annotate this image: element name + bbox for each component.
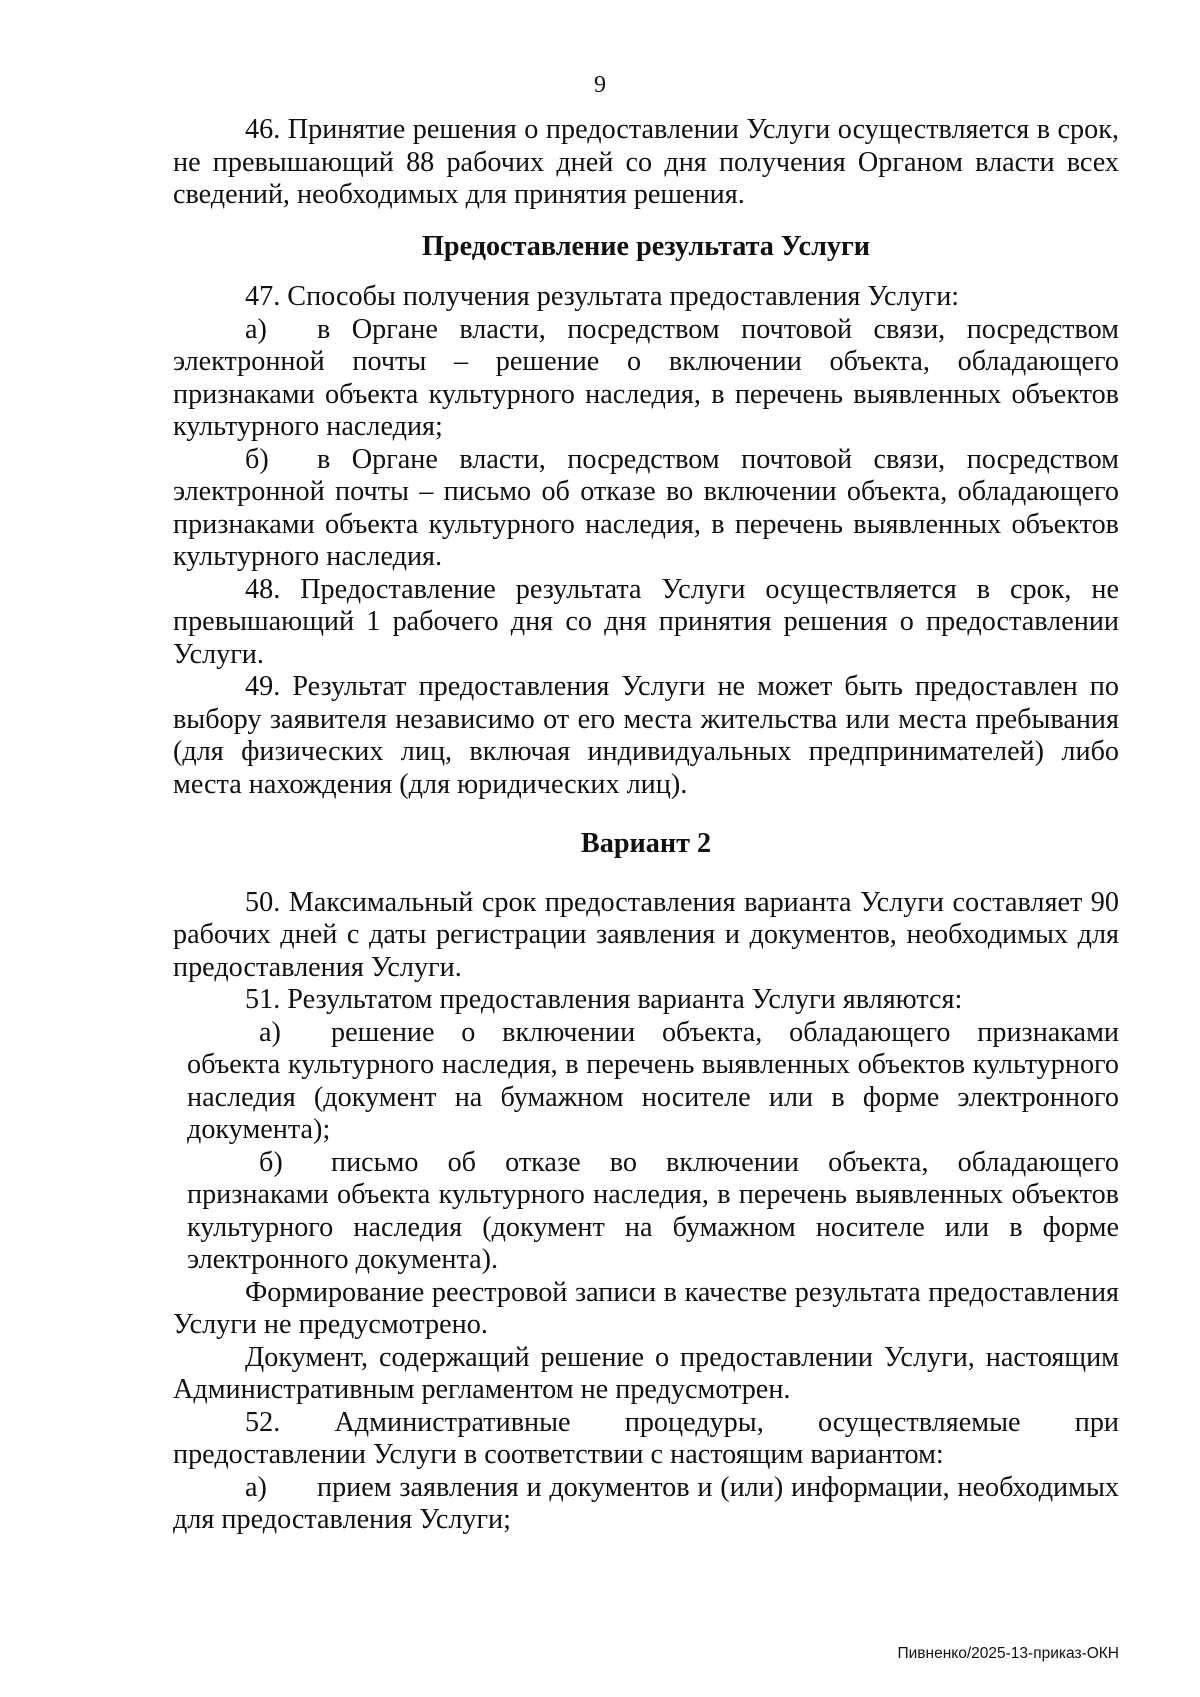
section-heading-result: Предоставление результата Услуги — [421, 230, 871, 262]
list-marker: б) — [259, 1146, 283, 1178]
paragraph-47: 47. Способы получения результата предоставления Услуги: — [245, 281, 960, 312]
list-marker: а) — [259, 1016, 281, 1048]
paragraph-49: 49. Результат предоставления Услуги не может быть предоставлен по выбору заявителя независимо от его места жительства или места пребывания (для физических лиц, включая индивидуальных предпринимателей) либо места нахождения (для юридических лиц). — [173, 671, 1119, 800]
list-item-47a — [173, 314, 1119, 444]
list-item-47b — [173, 444, 1119, 574]
paragraph-document: Документ, содержащий решение о предоставлении Услуги, настоящим Административным регламентом не предусмотрен. — [173, 1341, 1119, 1405]
list-marker: а) — [245, 1471, 267, 1503]
list-item-text: в Органе власти, посредством почтовой связи, посредством электронной почты – решение о включении объекта, обладающего признаками объекта культурного наследия, в перечень выявленных объектов культурного наследия; — [173, 313, 1119, 442]
page-number: 9 — [594, 72, 606, 98]
paragraph-48: 48. Предоставление результата Услуги осуществляется в срок, не превышающий 1 рабочего дня со дня принятия решения о предоставлении Услуги. — [173, 573, 1119, 670]
list-item-51a — [173, 1017, 1119, 1147]
document-body — [173, 114, 1119, 1537]
list-item-text: письмо об отказе во включении объекта, обладающего признаками объекта культурного наследия, в перечень выявленных объектов культурного наследия (документ на бумажном носителе или в форме электронного документа). — [187, 1146, 1119, 1275]
footer-document-code: Пивненко/2025-13-приказ-ОКН — [897, 1645, 1119, 1662]
list-item-51b — [173, 1147, 1119, 1277]
list-item-52a — [173, 1472, 1119, 1537]
paragraph-registry: Формирование реестровой записи в качестве результата предоставления Услуги не предусмотрено. — [173, 1276, 1119, 1340]
list-marker: б) — [245, 443, 269, 475]
list-item-text: прием заявления и документов и (или) информации, необходимых для предоставления Услуги; — [173, 1471, 1119, 1535]
list-item-text: решение о включении объекта, обладающего признаками объекта культурного наследия, в перечень выявленных объектов культурного наследия (документ на бумажном носителе или в форме электронного документа); — [187, 1016, 1119, 1145]
paragraph-52: 52. Административные процедуры, осуществляемые при предоставлении Услуги в соответствии с настоящим вариантом: — [173, 1406, 1119, 1470]
paragraph-50: 50. Максимальный срок предоставления варианта Услуги составляет 90 рабочих дней с даты регистрации заявления и документов, необходимых для предоставления Услуги. — [173, 886, 1119, 983]
paragraph-46: 46. Принятие решения о предоставлении Услуги осуществляется в срок, не превышающий 88 рабочих дней со дня получения Органом власти всех сведений, необходимых для принятия решения. — [173, 114, 1119, 210]
list-marker: а) — [245, 313, 267, 345]
paragraph-51: 51. Результатом предоставления варианта Услуги являются: — [245, 984, 963, 1015]
section-heading-variant: Вариант 2 — [580, 828, 712, 859]
list-item-text: в Органе власти, посредством почтовой связи, посредством электронной почты – письмо об отказе во включении объекта, обладающего признаками объекта культурного наследия, в перечень выявленных объектов культурного наследия. — [173, 443, 1119, 572]
